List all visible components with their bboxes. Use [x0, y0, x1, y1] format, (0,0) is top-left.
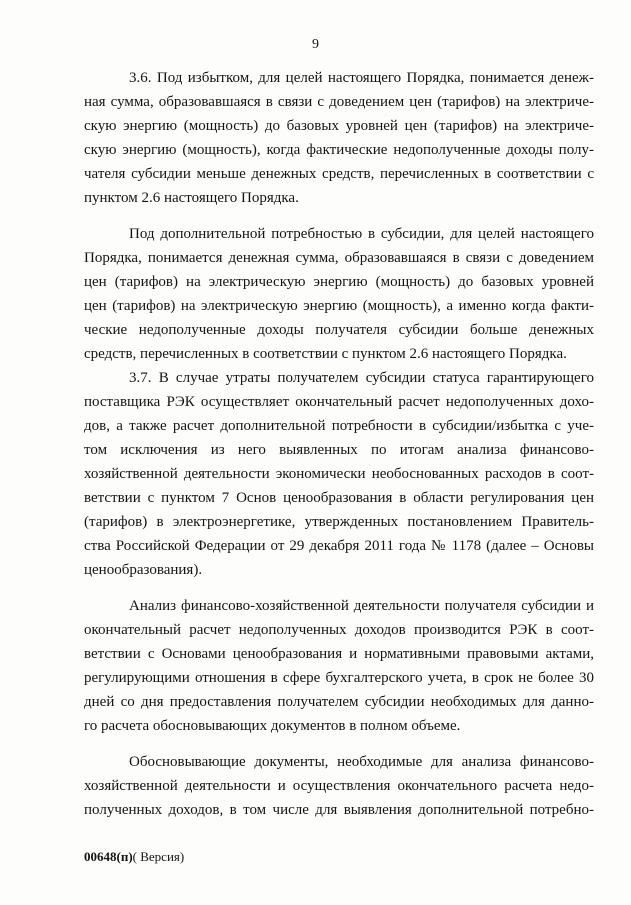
- document-body: [84, 66, 594, 822]
- text-line: средств, перечисленных в соответствии с пунктом 2.6 настоящего Порядка.: [84, 346, 567, 362]
- page-number: 9: [312, 37, 319, 52]
- text-line: чателя субсидии меньше денежных средств, перечисленных в соответствии с: [84, 166, 594, 182]
- text-line: пунктом 2.6 настоящего Порядка.: [84, 190, 299, 206]
- text-line: ветствии с пунктом 7 Основ ценообразования в области регулирования цен: [84, 490, 594, 506]
- text-line: ценообразования).: [84, 562, 203, 578]
- text-line: цен (тарифов) на электрическую энергию (мощность), а именно когда факти-: [84, 298, 594, 314]
- document-code: 00648(п): [84, 849, 133, 864]
- text-line: дов, а также расчет дополнительной потребности в субсидии/избытка с уче-: [84, 418, 594, 434]
- text-line: полученных доходов, в том числе для выявления дополнительной потребно-: [84, 802, 594, 818]
- text-line: том исключения из него выявленных по итогам анализа финансово-: [84, 442, 594, 458]
- text-line: (тарифов) в электроэнергетике, утвержденных постановлением Правитель-: [84, 514, 594, 530]
- text-line: ветствии с Основами ценообразования и нормативными правовыми актами,: [84, 646, 594, 662]
- text-line: го расчета обосновывающих документов в полном объеме.: [84, 718, 461, 734]
- text-line: Порядка, понимается денежная сумма, образовавшаяся в связи с доведением: [84, 250, 594, 266]
- text-line: скую энергию (мощность), когда фактические недополученные доходы полу-: [84, 142, 594, 158]
- paragraph-gap: [84, 738, 594, 750]
- paragraph: [84, 594, 594, 738]
- paragraph: [84, 366, 594, 582]
- paragraph: [84, 750, 594, 822]
- text-line: хозяйственной деятельности экономически необоснованных расходов в соот-: [84, 466, 594, 482]
- text-line: ная сумма, образовавшаяся в связи с доведением цен (тарифов) на электриче-: [84, 94, 594, 110]
- text-line: Под дополнительной потребностью в субсидии, для целей настоящего: [129, 226, 594, 242]
- text-line: хозяйственной деятельности и осуществления окончательного расчета недо-: [84, 778, 594, 794]
- text-line: окончательный расчет недополученных доходов производится РЭК в соот-: [84, 622, 594, 638]
- text-line: 3.7. В случае утраты получателем субсидии статуса гарантирующего: [129, 370, 594, 386]
- paragraph-gap: [84, 210, 594, 222]
- text-line: скую энергию (мощность) до базовых уровней цен (тарифов) на электриче-: [84, 118, 594, 134]
- document-code-footer: [84, 849, 184, 865]
- text-line: регулирующими отношения в сфере бухгалтерского учета, в срок не более 30: [84, 670, 594, 686]
- text-line: цен (тарифов) на электрическую энергию (мощность) до базовых уровней: [84, 274, 594, 290]
- document-version: ( Версия): [132, 849, 185, 864]
- text-line: ческие недополученные доходы получателя субсидии больше денежных: [84, 322, 594, 338]
- paragraph: [84, 66, 594, 210]
- text-line: 3.6. Под избытком, для целей настоящего Порядка, понимается денеж-: [129, 70, 594, 86]
- paragraph: [84, 222, 594, 366]
- text-line: Анализ финансово-хозяйственной деятельности получателя субсидии и: [129, 598, 594, 614]
- text-line: ства Российской Федерации от 29 декабря 2011 года № 1178 (далее – Основы: [84, 538, 594, 554]
- paragraph-gap: [84, 582, 594, 594]
- text-line: дней со дня предоставления получателем субсидии необходимых для данно-: [84, 694, 594, 710]
- text-line: Обосновывающие документы, необходимые для анализа финансово-: [129, 754, 594, 770]
- text-line: поставщика РЭК осуществляет окончательный расчет недополученных дохо-: [84, 394, 594, 410]
